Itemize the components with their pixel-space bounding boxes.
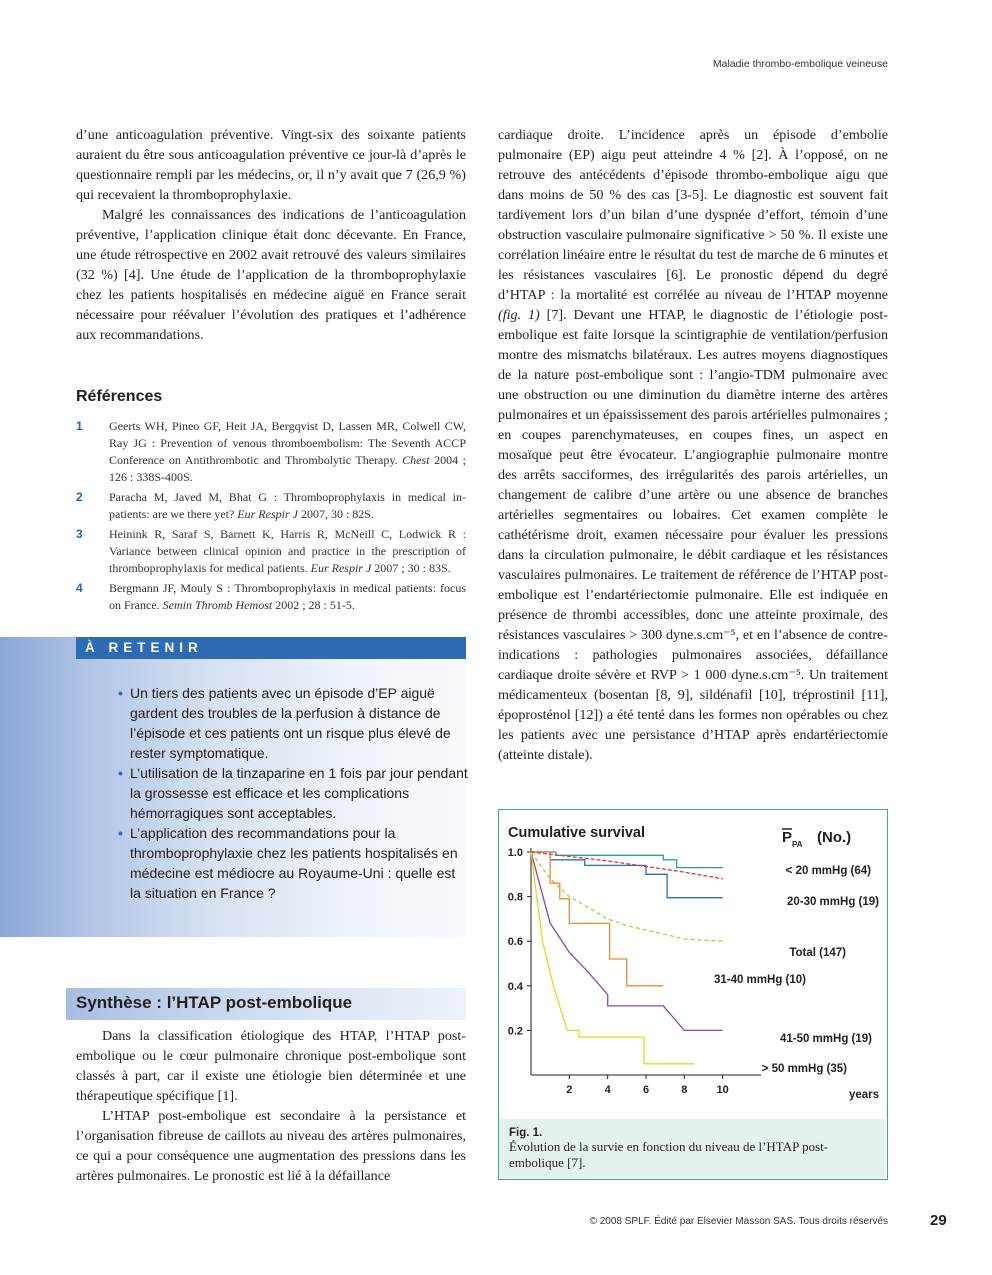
reference-number: 2 bbox=[76, 490, 83, 504]
y-tick-label: 0.8 bbox=[507, 891, 523, 904]
figure-caption-area bbox=[499, 1119, 886, 1178]
series-label: 31-40 mmHg (10) bbox=[713, 974, 806, 986]
x-tick-label: 10 bbox=[716, 1084, 729, 1096]
x-tick-label: 4 bbox=[604, 1084, 611, 1096]
paragraph: Dans la classification étiologique des HTAP, l’HTAP post-embolique ou le cœur pulmonaire chronique post-embolique sont classés à part, car il existe une étiologie bien déterminée et une thérapeutique spécifique [1]. bbox=[76, 1028, 466, 1104]
figure-label: Fig. 1. bbox=[509, 1127, 543, 1139]
legend-title-subscript: PA bbox=[792, 840, 803, 849]
synthese-title: Synthèse : l’HTAP post-embolique bbox=[76, 993, 353, 1012]
paragraph: Malgré les connaissances des indications de l’anticoagulation préventive, l’application clinique était donc décevante. En France, une étude rétrospective en 2002 avait retrouvé des valeurs similaires (32 %) [4]. Une étude de l’application de la thromboprophylaxie chez les patients hospitalisés en médecine aiguë en France serait nécessaire pour réévaluer l’évolution des pratiques et l’adhérence aux recommandations. bbox=[76, 207, 466, 343]
paragraph: cardiaque droite. L’incidence après un épisode d’embolie pulmonaire (EP) aigu peut atteindre 4 % [2]. À l’opposé, on ne retrouve des antécédents d’épisode thrombo-embolique aigu que dans moins de 50 % des cas [3-5]. Le diagnostic est souvent fait tardivement lors d’un bilan d’une dyspnée d’effort, témoin d’une obstruction vasculaire pulmonaire significative > 50 %. Il existe une corrélation linéaire entre le résultat du test de marche de 6 minutes et les résistances vasculaires [6]. Le pronostic dépend du degré d’HTAP : la mortalité est corrélée au niveau de l’HTAP moyenne (fig. 1) [7]. Devant une HTAP, le diagnostic de l’étiologie post-embolique est faite lorsque la scintigraphie de ventilation/perfusion montre des mismatchs bilatéraux. Les autres moyens diagnostiques de la nature post-embolique sont : l’angio-TDM pulmonaire avec une obstruction ou une diminution du diamètre interne des artères pulmonaires et un épaississement des parois artérielles pulmonaires ; en coupes parenchymateuses, en coupes fines, un aspect en mosaïque peut être évocateur. L’angiographie pulmonaire montre des arrêts sacciformes, des irrégularités des parois artérielles, un changement de calibre d’une artère ou une absence de branches artérielles segmentaires ou lobaires. Cet examen complète le cathétérisme droit, examen nécessaire pour évaluer les pressions dans la circulation pulmonaire, le débit cardiaque et les résistances vasculaires pulmonaires. Le traitement de référence de l’HTAP post-embolique est l’endartériectomie pulmonaire. Elle est indiquée en présence de thrombi accessibles, donc une atteinte proximale, des résistances vasculaires > 300 dyne.s.cm⁻⁵, et en l’absence de contre-indications : pathologies pulmonaires associées, défaillance cardiaque droite sévère et RVP > 1 000 dyne.s.cm⁻⁵. Un traitement médicamenteux (bosentan [8, 9], sildénafil [10], tréprostinil [11], époprosténol [12]) a été tenté dans les formes non opérables ou chez les patients avec une persistance d’HTAP après endartériectomie (atteinte distale). bbox=[498, 127, 889, 763]
references-title: Références bbox=[76, 388, 163, 405]
synthese-text bbox=[76, 1026, 466, 1186]
reference-list bbox=[76, 418, 466, 617]
reference-item bbox=[76, 580, 466, 614]
reference-text: Bergmann JF, Mouly S : Thromboprophylaxis in medical patients: focus on France. Semin Thromb Hemost 2002 ; 28 : 51-5. bbox=[109, 581, 466, 612]
series-label: 20-30 mmHg (19) bbox=[786, 896, 879, 908]
page-number: 29 bbox=[930, 1212, 947, 1229]
x-tick-label: 6 bbox=[642, 1084, 650, 1096]
chart-series-labels bbox=[714, 865, 879, 1075]
reference-number: 3 bbox=[76, 527, 83, 541]
series-label: 41-50 mmHg (19) bbox=[779, 1033, 872, 1045]
legend-title-symbol: P bbox=[782, 829, 793, 846]
y-tick-label: 1.0 bbox=[507, 847, 523, 859]
retenir-bullet: • Un tiers des patients avec un épisode d’EP aiguë gardent des troubles de la perfusion à distance de l’épisode et ces patients ont un risque plus élevé de rester symptomatique. bbox=[118, 683, 468, 763]
right-column bbox=[498, 125, 888, 765]
paragraph: d’une anticoagulation préventive. Vingt-six des soixante patients auraient du être sous anticoagulation préventive ce jour-là d’après le questionnaire rempli par les médecins, or, il n’y avait que 7 (26,9 %) qui recevaient la thromboprophylaxie. bbox=[76, 127, 466, 203]
reference-text: Heinink R, Saraf S, Barnett K, Harris R, McNeill C, Lodwick R : Variance between clinical opinion and practice in the prescription of thromboprophylaxis for medical patients. Eur Respir J 2007 ; 30 : 83S. bbox=[109, 527, 466, 575]
y-tick-label: 0.2 bbox=[507, 1025, 523, 1038]
running-head: Maladie thrombo-embolique veineuse bbox=[712, 58, 888, 70]
series-label: < 20 mmHg (64) bbox=[785, 865, 871, 877]
figure-reference: (fig. 1) bbox=[498, 307, 540, 323]
chart-title: Cumulative survival bbox=[508, 825, 645, 841]
reference-item bbox=[76, 526, 466, 577]
retenir-list bbox=[118, 683, 468, 903]
x-axis-label: years bbox=[849, 1089, 880, 1101]
x-tick-label: 8 bbox=[681, 1084, 688, 1096]
chart-axes bbox=[508, 847, 761, 1096]
figure-box bbox=[498, 809, 888, 1180]
series-label: > 50 mmHg (35) bbox=[761, 1063, 847, 1075]
y-tick-label: 0.6 bbox=[507, 936, 523, 949]
retenir-bullet: • L’application des recommandations pour la thromboprophylaxie chez les patients hospitalisés en médecine est médiocre au Royaume-Uni : quelle est la situation en France ? bbox=[118, 823, 468, 903]
reference-text: Paracha M, Javed M, Bhat G : Thromboprophylaxis in medical in-patients: are we there yet? Eur Respir J 2007, 30 : 82S. bbox=[109, 490, 466, 521]
left-column bbox=[76, 125, 466, 345]
legend-title bbox=[782, 829, 851, 849]
paragraph: L’HTAP post-embolique est secondaire à la persistance et l’organisation fibreuse de caillots au niveau des artères pulmonaires, ce qui a pour conséquence une augmentation des pressions dans les artères pulmonaires. Le pronostic est lié à la défaillance bbox=[76, 1108, 466, 1184]
retenir-heading: À RETENIR bbox=[76, 637, 466, 659]
reference-number: 1 bbox=[76, 419, 83, 433]
figure-caption: Évolution de la survie en fonction du niveau de l’HTAP post-embolique [7]. bbox=[509, 1139, 829, 1170]
reference-text: Geerts WH, Pineo GF, Heit JA, Bergqvist D, Lassen MR, Colwell CW, Ray JG : Prevention of venous thromboembolism: The Seventh ACCP Conference on Antithrombotic and Thrombolytic Therapy. Chest 2004 ; 126 : 338S-400S. bbox=[109, 419, 467, 484]
series-line bbox=[531, 852, 723, 1030]
reference-number: 4 bbox=[76, 581, 83, 595]
chart-series bbox=[531, 852, 723, 1064]
x-tick-label: 2 bbox=[566, 1084, 573, 1096]
retenir-bullet: • L’utilisation de la tinzaparine en 1 fois par jour pendant la grossesse est efficace et les complications hémorragiques sont acceptables. bbox=[118, 763, 468, 823]
legend-title-suffix: (No.) bbox=[817, 829, 852, 846]
survival-chart bbox=[499, 810, 886, 1119]
reference-item bbox=[76, 489, 466, 523]
footer-copyright: © 2008 SPLF. Édité par Elsevier Masson SAS. Tous droits réservés bbox=[589, 1216, 888, 1227]
series-line bbox=[531, 852, 663, 986]
series-label: Total (147) bbox=[789, 947, 846, 959]
reference-item bbox=[76, 418, 466, 486]
y-tick-label: 0.4 bbox=[507, 980, 523, 993]
